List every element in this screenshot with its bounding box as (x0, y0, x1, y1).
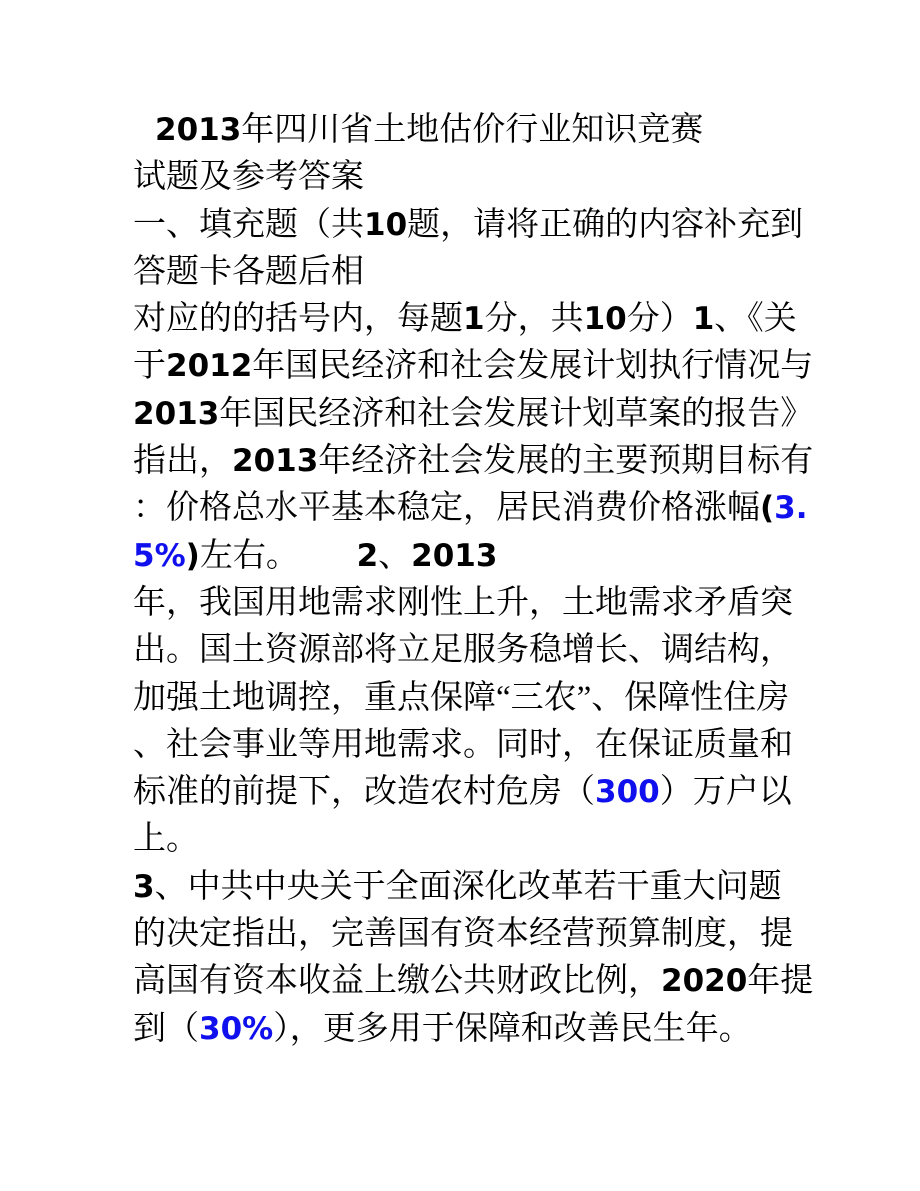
number-run: 2 (356, 537, 379, 574)
text-line (133, 1006, 870, 1053)
text-run: 上。 (133, 821, 199, 858)
text-run: ：价格总水平基本稳定，居民消费价格涨幅 (133, 490, 760, 527)
text-run: 分） (626, 301, 693, 338)
text-run: 、《关 (714, 301, 797, 338)
text-line (133, 864, 870, 911)
number-run: ( (760, 490, 775, 527)
number-run: 3 (133, 868, 155, 905)
text-line (133, 533, 870, 580)
text-run: 答题卡各题后相 (133, 253, 364, 290)
text-run: 年国民经济和社会发展计划草案的报告》 (219, 395, 814, 432)
text-run: 、 (378, 537, 412, 574)
text-line (133, 438, 870, 485)
answer-run: 30% (199, 1010, 274, 1047)
text-run: 对应的的括号内，每题 (133, 301, 463, 338)
text-line (133, 627, 870, 674)
text-run: 加强土地调控，重点保障“三农”、保障性住房 (133, 679, 790, 716)
text-run: 的决定指出，完善国有资本经营预算制度，提 (133, 916, 793, 953)
text-run: 题，请将正确的内容补充到 (407, 206, 804, 243)
text-run: 、中共中央关于全面深化改革若干重大问题 (154, 868, 782, 905)
text-run: 年四川省土地估价行业知识竞赛 (241, 112, 704, 148)
text-line (133, 675, 870, 722)
text-run: 、社会事业等用地需求。同时，在保证质量和 (133, 726, 793, 763)
text-run: 于 (133, 348, 166, 385)
answer-run: 300 (595, 774, 660, 811)
text-line (133, 485, 870, 532)
text-line (133, 958, 870, 1005)
number-run: 1 (463, 301, 485, 338)
text-line (133, 249, 870, 296)
text-run: 试题及参考答案 (133, 159, 364, 196)
number-run: 2013 (155, 112, 242, 148)
text-line (133, 343, 870, 390)
number-run: 10 (364, 206, 408, 243)
text-line (133, 154, 870, 201)
text-run: 一、填充题（共 (133, 206, 364, 243)
number-run: ) (185, 537, 200, 574)
text-line (133, 391, 870, 438)
document-text-block (133, 107, 870, 1053)
text-run: 年提 (747, 963, 814, 1000)
answer-run: 3. (774, 490, 808, 527)
number-run: 10 (583, 301, 627, 338)
answer-run: 5% (133, 537, 186, 574)
text-run: 年国民经济和社会发展计划执行情况与 (252, 348, 814, 385)
text-run: ）万户以 (659, 774, 792, 811)
text-run: 左右。 (199, 537, 357, 574)
text-run: 到（ (133, 1010, 199, 1047)
text-line (133, 769, 870, 816)
text-run: 指出， (133, 443, 232, 480)
text-line (133, 296, 870, 343)
number-run: 2013 (232, 443, 319, 480)
text-run: ），更多用于保障和改善民生年。 (273, 1010, 752, 1047)
text-run: 年经济社会发展的主要预期目标有 (318, 443, 814, 480)
text-run: 年，我国用地需求刚性上升，土地需求矛盾突 (133, 584, 793, 621)
number-run: 1 (692, 301, 715, 338)
text-run: 分，共 (484, 301, 584, 338)
text-line (133, 107, 870, 154)
text-run: 标准的前提下，改造农村危房（ (133, 774, 595, 811)
text-line (133, 722, 870, 769)
number-run: 2013 (411, 537, 498, 574)
number-run: 2013 (133, 395, 220, 432)
number-run: 2012 (166, 348, 253, 385)
text-run: 出。国土资源部将立足服务稳增长、调结构， (133, 632, 793, 669)
number-run: 2020 (661, 963, 748, 1000)
text-run: 高国有资本收益上缴公共财政比例， (133, 963, 661, 1000)
text-line (133, 202, 870, 249)
text-line (133, 816, 870, 863)
text-line (133, 580, 870, 627)
text-line (133, 911, 870, 958)
